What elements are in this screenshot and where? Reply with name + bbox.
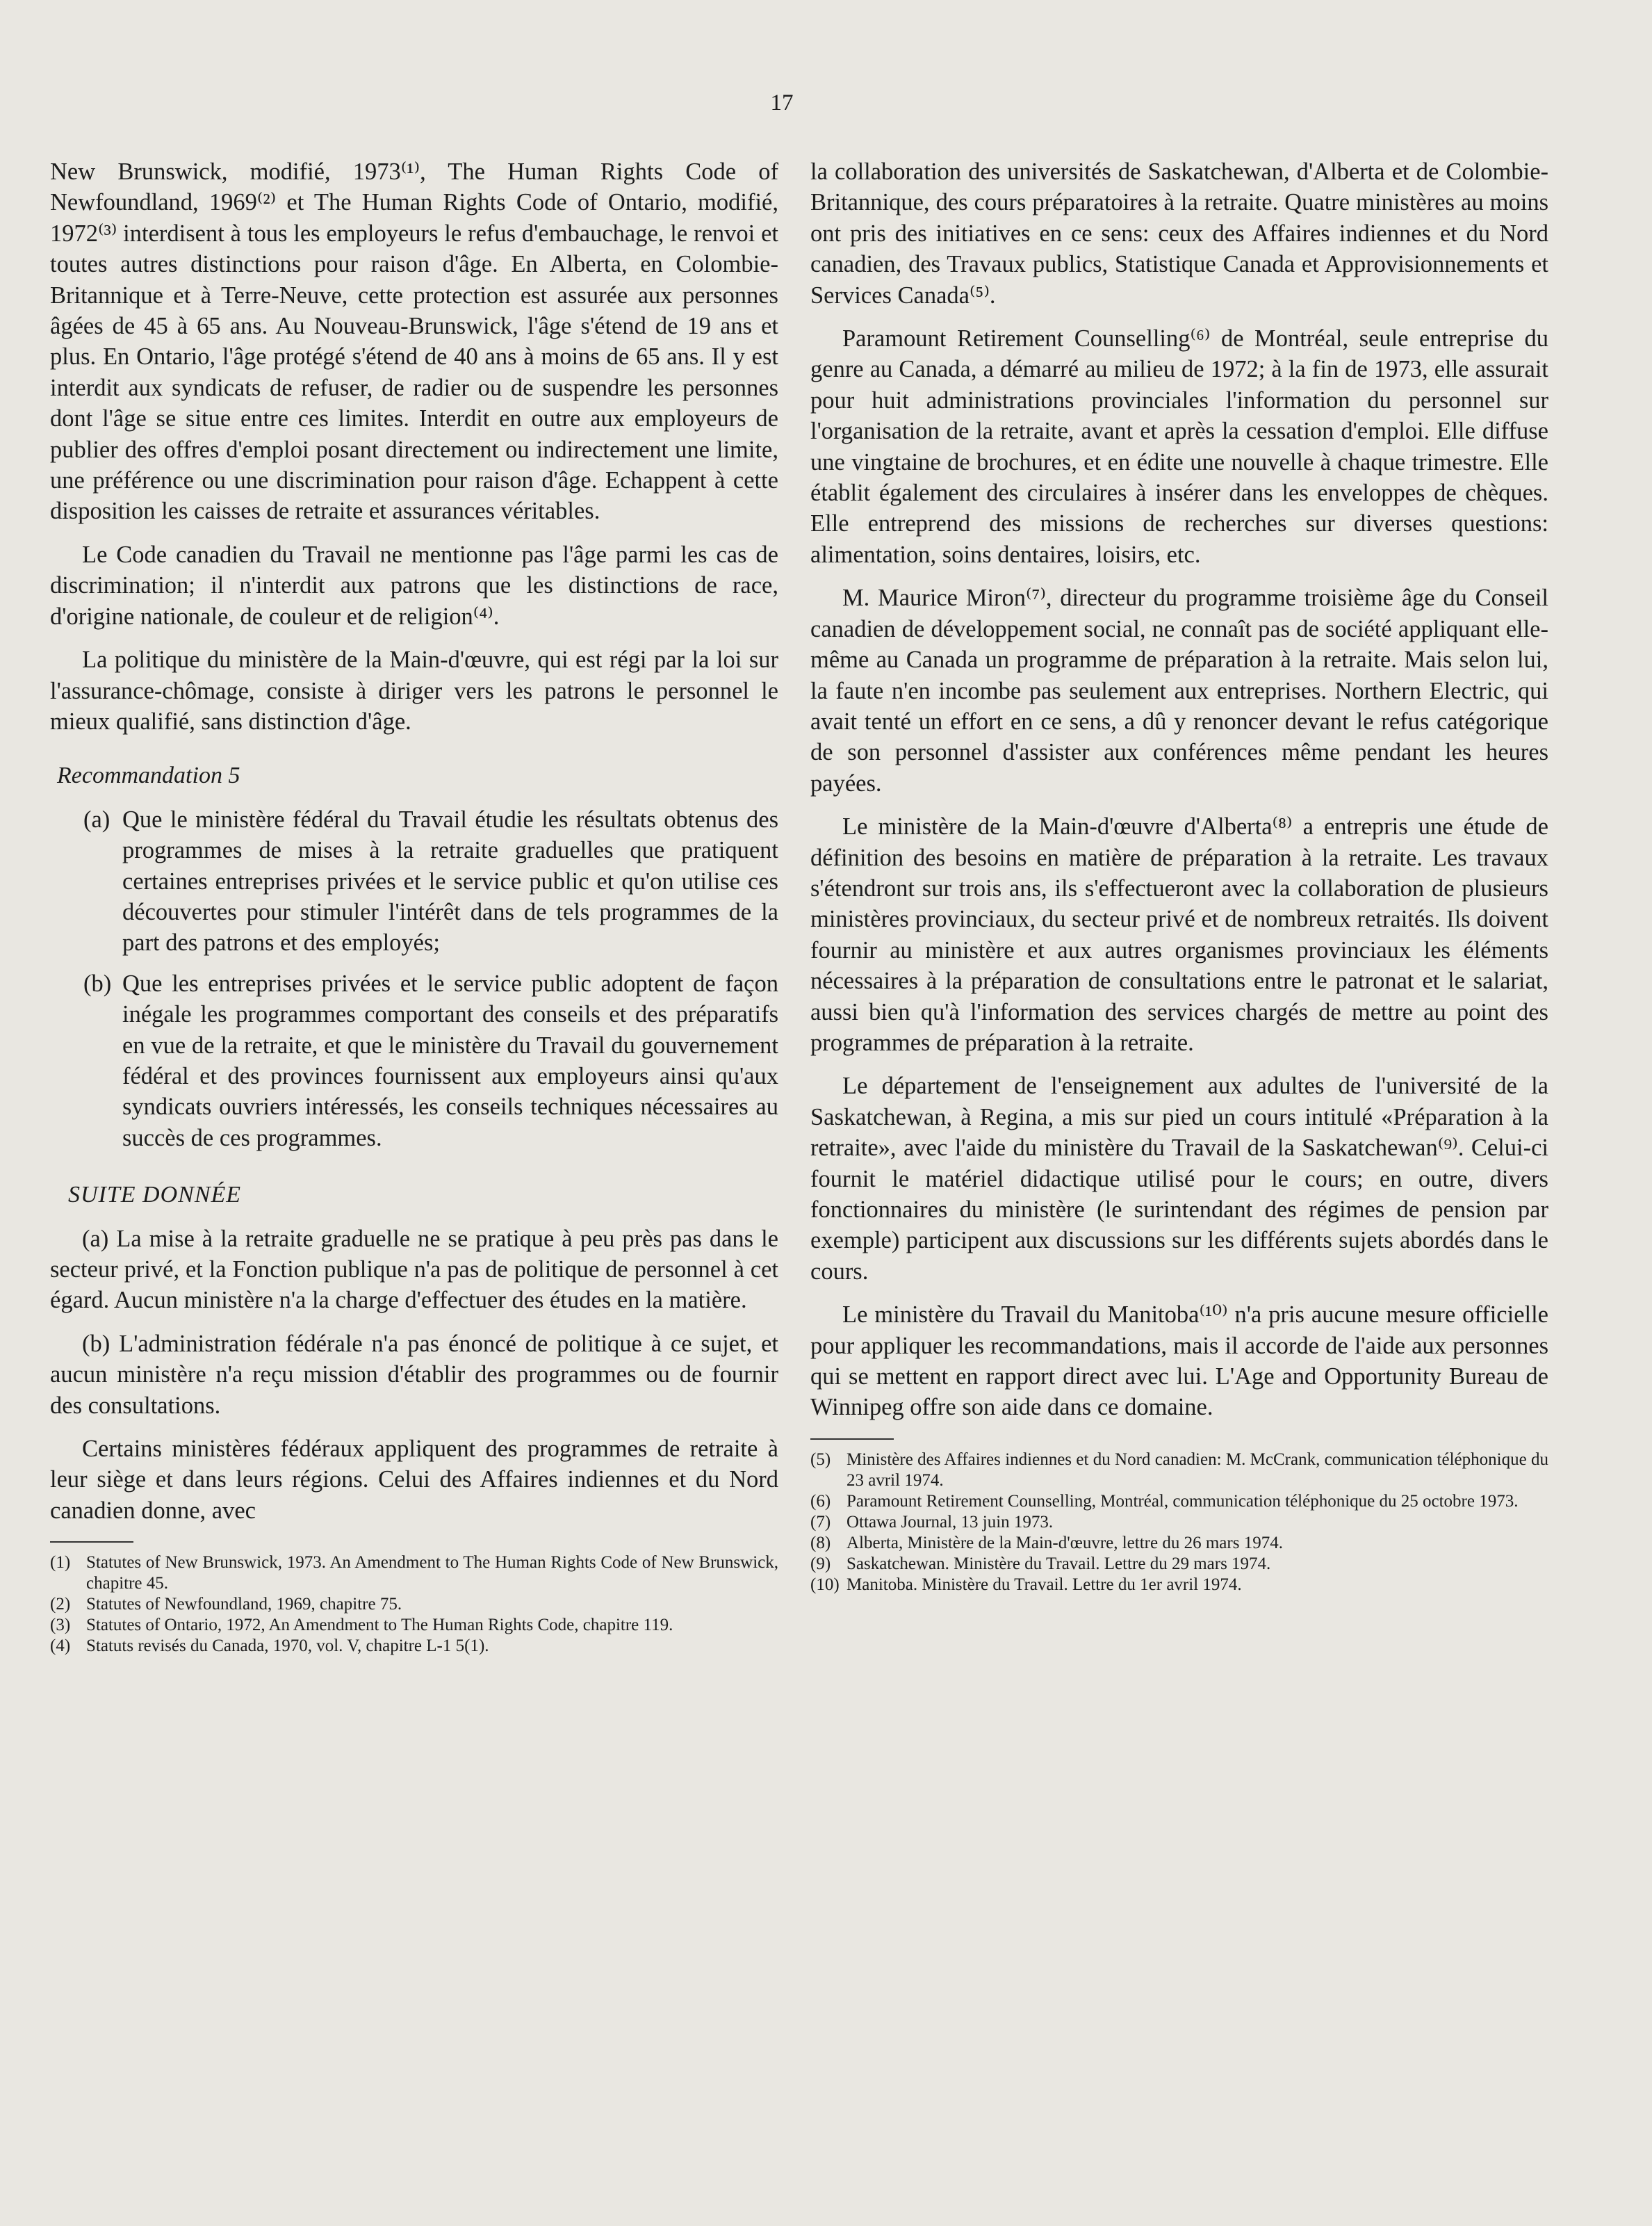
- footnote-divider: [50, 1541, 133, 1543]
- footnote: [810, 1554, 1548, 1575]
- footnote-text: Statutes of Ontario, 1972, An Amendment to The Human Rights Code, chapitre 119.: [86, 1616, 673, 1635]
- paragraph: La politique du ministère de la Main-d'œuvre, qui est régi par la loi sur l'assurance-chômage, consiste à diriger vers les patrons le personnel le mieux qualifié, sans distinction d'âge.: [50, 647, 778, 735]
- footnote-text: Ministère des Affaires indiennes et du Nord canadien: M. McCrank, communication téléphonique du 23 avril 1974.: [847, 1449, 1548, 1490]
- footnote: [50, 1594, 778, 1615]
- paragraph: Certains ministères fédéraux appliquent des programmes de retraite à leur siège et dans leurs régions. Celui des Affaires indiennes et du Nord canadien donne, avec: [50, 1436, 778, 1524]
- footnote-text: Statutes of Newfoundland, 1969, chapitre 75.: [86, 1595, 402, 1614]
- footnote-number: (10): [810, 1575, 840, 1594]
- footnote-text: Paramount Retirement Counselling, Montréal, communication téléphonique du 25 octobre 1973.: [847, 1491, 1519, 1511]
- item-text: Que les entreprises privées et le service public adoptent de façon inégale les programmes comportant des conseils et des préparatifs en vue de la retraite, et que le ministère du Travail du gouvernement fédéral et des provinces fournissent aux employeurs ainsi qu'aux syndicats ouvriers intéressés, les conseils techniques nécessaires au succès de ces programmes.: [122, 970, 778, 1151]
- paragraph: Le Code canadien du Travail ne mentionne pas l'âge parmi les cas de discrimination; il n'interdit aux patrons que les distinctions de race, d'origine nationale, de couleur et de religion⁽⁴⁾.: [50, 541, 778, 630]
- footnote-number: (5): [810, 1449, 831, 1469]
- paragraph: (b) L'administration fédérale n'a pas énoncé de politique à ce sujet, et aucun ministère n'a reçu mission d'établir des programmes ou de fournir des consultations.: [50, 1330, 778, 1419]
- footnote-number: (4): [50, 1636, 71, 1656]
- footnote: [50, 1636, 778, 1657]
- item-label: (b): [83, 970, 112, 997]
- paragraph: Le ministère de la Main-d'œuvre d'Alberta⁽⁸⁾ a entrepris une étude de définition des besoins en matière de préparation à la retraite. Les travaux s'étendront sur trois ans, ils s'effectueront avec la collaboration de plusieurs ministères provinciaux, du secteur privé et de nombreux retraités. Ils doivent fournir au ministère et aux autres organismes provinciaux les éléments nécessaires à la préparation de consultations entre le patronat et le salariat, aussi bien qu'à l'information des services chargés de mettre au point des programmes de préparation à la retraite.: [810, 813, 1548, 1056]
- paragraph: Paramount Retirement Counselling⁽⁶⁾ de Montréal, seule entreprise du genre au Canada, a démarré au milieu de 1972; à la fin de 1973, elle assurait pour huit administrations provinciales l'information du personnel sur l'organisation de la retraite, avant et après la cessation d'emploi. Elle diffuse une vingtaine de brochures, et en édite une nouvelle à chaque trimestre. Elle établit également des circulaires à insérer dans les enveloppes de chèques. Elle entreprend des missions de recherches sur diverses questions: alimentation, soins dentaires, loisirs, etc.: [810, 325, 1548, 568]
- footnote-text: Statuts revisés du Canada, 1970, vol. V, chapitre L-1 5(1).: [86, 1636, 489, 1656]
- footnotes: [50, 1552, 778, 1657]
- footnote-text: Saskatchewan. Ministère du Travail. Lettre du 29 mars 1974.: [847, 1554, 1271, 1573]
- paragraph: la collaboration des universités de Saskatchewan, d'Alberta et de Colombie-Britannique, des cours préparatoires à la retraite. Quatre ministères au moins ont pris des initiatives en ce sens: ceux des Affaires indiennes et du Nord canadien, des Travaux publics, Statistique Canada et Approvisionnements et Services Canada⁽⁵⁾.: [810, 159, 1548, 309]
- footnote-number: (3): [50, 1616, 71, 1635]
- footnote-number: (6): [810, 1491, 831, 1511]
- item-label: (a): [83, 806, 111, 833]
- footnotes: [810, 1449, 1548, 1595]
- footnote: [810, 1491, 1548, 1512]
- paragraph: M. Maurice Miron⁽⁷⁾, directeur du programme troisième âge du Conseil canadien de développement social, ne connaît pas de société appliquant elle-même au Canada un programme de préparation à la retraite. Mais selon lui, la faute n'en incombe pas seulement aux entreprises. Northern Electric, qui avait tenté un effort en ce sens, a dû y renoncer devant le refus catégorique de son personnel d'assister aux conférences même pendant les heures payées.: [810, 585, 1548, 797]
- recommendation-heading: Recommandation 5: [57, 763, 240, 789]
- page-number: 17: [770, 90, 794, 115]
- footnote: [810, 1512, 1548, 1533]
- recommendation-item-b: [83, 968, 778, 1153]
- footnote-text: Manitoba. Ministère du Travail. Lettre du 1er avril 1974.: [847, 1575, 1242, 1594]
- footnote: [810, 1449, 1548, 1491]
- recommendation-item-a: [83, 804, 778, 959]
- footnote-text: Alberta, Ministère de la Main-d'œuvre, lettre du 26 mars 1974.: [847, 1533, 1283, 1552]
- footnote-number: (7): [810, 1512, 831, 1532]
- footnote: [810, 1575, 1548, 1595]
- paragraph: Le ministère du Travail du Manitoba⁽¹⁰⁾ n'a pris aucune mesure officielle pour appliquer les recommandations, mais il accorde de l'aide aux personnes qui se mettent en rapport direct avec lui. L'Age and Opportunity Bureau de Winnipeg offre son aide dans ce domaine.: [810, 1301, 1548, 1421]
- suite-heading: SUITE DONNÉE: [68, 1182, 242, 1208]
- footnote-text: Statutes of New Brunswick, 1973. An Amendment to The Human Rights Code of New Brunswick, chapitre 45.: [86, 1553, 778, 1593]
- footnote-text: Ottawa Journal, 13 juin 1973.: [847, 1512, 1054, 1532]
- footnote-number: (1): [50, 1553, 71, 1573]
- paragraph: Le département de l'enseignement aux adultes de l'université de la Saskatchewan, à Regina, a mis sur pied un cours intitulé «Préparation à la retraite», avec l'aide du ministère du Travail de la Saskatchewan⁽⁹⁾. Celui-ci fournit le matériel didactique utilisé pour le cours; en outre, divers fonctionnaires du ministère (le surintendant des régimes de pension par exemple) participent aux discussions sur les différents sujets abordés dans le cours.: [810, 1073, 1548, 1285]
- footnote-number: (2): [50, 1595, 71, 1614]
- footnote: [50, 1552, 778, 1594]
- right-column: [810, 156, 1548, 1595]
- footnote-number: (8): [810, 1533, 831, 1552]
- left-column: [50, 156, 778, 1657]
- paragraph: (a) La mise à la retraite graduelle ne se pratique à peu près pas dans le secteur privé, et la Fonction publique n'a pas de politique de personnel à cet égard. Aucun ministère n'a la charge d'effectuer des études en la matière.: [50, 1225, 778, 1314]
- footnote-number: (9): [810, 1554, 831, 1573]
- item-text: Que le ministère fédéral du Travail étudie les résultats obtenus des programmes de mises à la retraite graduelles que pratiquent certaines entreprises privées et le service public et qu'on utilise ces découvertes pour stimuler l'intérêt dans de tels programmes de la part des patrons et des employés;: [122, 806, 778, 957]
- footnote: [810, 1533, 1548, 1554]
- paragraph: New Brunswick, modifié, 1973⁽¹⁾, The Human Rights Code of Newfoundland, 1969⁽²⁾ et The Human Rights Code of Ontario, modifié, 1972⁽³⁾ interdisent à tous les employeurs le refus d'embauchage, le renvoi et toutes autres distinctions pour raison d'âge. En Alberta, en Colombie-Britannique et à Terre-Neuve, cette protection est assurée aux personnes âgées de 45 à 65 ans. Au Nouveau-Brunswick, l'âge s'étend de 19 ans et plus. En Ontario, l'âge protégé s'étend de 40 ans à moins de 65 ans. Il y est interdit aux syndicats de refuser, de radier ou de suspendre les personnes dont l'âge se situe entre ces limites. Interdit en outre aux employeurs de publier des offres d'emploi posant directement ou indirectement une limite, une préférence ou une discrimination pour raison d'âge. Echappent à cette disposition les caisses de retraite et assurances véritables.: [50, 159, 778, 525]
- footnote: [50, 1615, 778, 1636]
- footnote-divider: [810, 1438, 894, 1440]
